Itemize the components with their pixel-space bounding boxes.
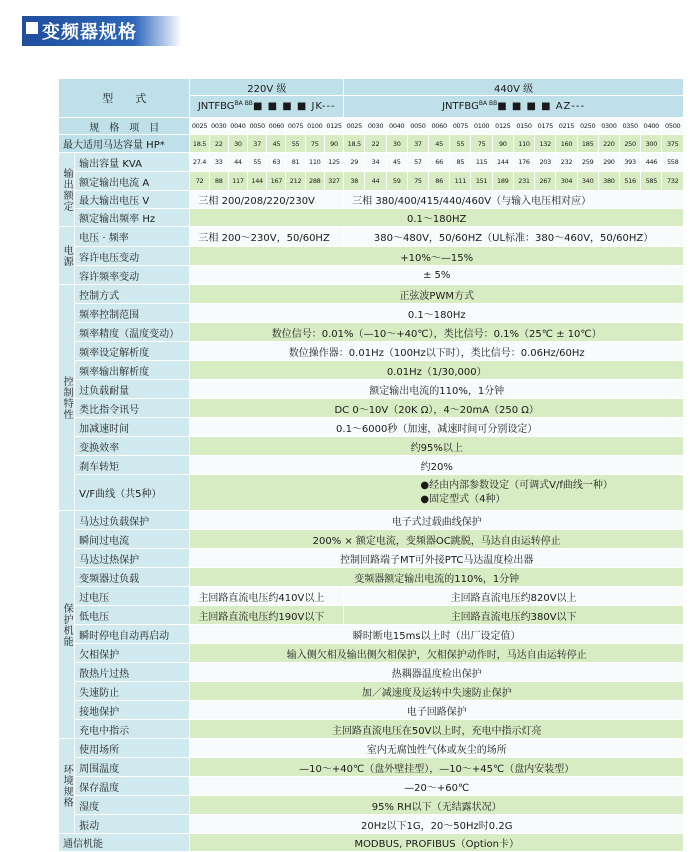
current-cell: 38 (344, 172, 365, 191)
hp-cell: 30 (386, 135, 407, 153)
hp-cell: 90 (492, 135, 513, 153)
protect-value: 输入侧欠相及输出侧欠相保护，欠相保护动作时，马达自由运转停止 (190, 644, 684, 663)
current-cell: 167 (267, 172, 286, 191)
protect-label: 瞬时停电自动再启动 (75, 625, 190, 644)
current-cell: 585 (641, 172, 662, 191)
spec-table (58, 78, 684, 852)
current-cell: 212 (286, 172, 305, 191)
kva-cell: 144 (492, 153, 513, 172)
current-cell: 88 (209, 172, 228, 191)
comm-value: MODBUS, PROFIBUS（Option卡） (190, 834, 684, 852)
protect-value: 变频器额定输出电流的110%，1分钟 (190, 568, 684, 587)
code-cell: 0300 (598, 118, 619, 135)
protect-label: 欠相保护 (75, 644, 190, 663)
hp-cell: 22 (365, 135, 386, 153)
hp-cell: 75 (471, 135, 492, 153)
current-cell: 340 (577, 172, 598, 191)
hp-cell: 90 (324, 135, 343, 153)
table-row (59, 266, 684, 285)
code-cell: 0075 (450, 118, 471, 135)
env-group-label: 环境规格 (59, 739, 75, 834)
freq-set-label: 频率设定解析度 (75, 342, 190, 361)
protect-label: 马达过热保护 (75, 549, 190, 568)
freq-acc-value: 数位信号：0.01%（—10～+40℃），类比信号：0.1%（25℃ ± 10℃） (190, 323, 684, 342)
hp-cell: 37 (248, 135, 267, 153)
kva-cell: 290 (598, 153, 619, 172)
protect-value: 加／减速度及运转中失速防止保护 (190, 682, 684, 701)
kva-label: 输出容量 KVA (75, 153, 190, 172)
vf-440: 380～480V，50/60HZ（UL标准：380～460V，50/60HZ） (344, 227, 684, 247)
code-cell: 0500 (662, 118, 684, 135)
table-row (59, 511, 684, 530)
protect-label: 接地保护 (75, 701, 190, 720)
env-value: —10～+40℃（盘外壁挂型），—10～+45℃（盘内安装型） (190, 758, 684, 777)
hp-cell: 18.5 (344, 135, 365, 153)
model440: JNTFBGBA BB■ ■ ■ ■ AZ--- (344, 96, 684, 118)
hp-cell: 18.5 (190, 135, 209, 153)
current-cell: 144 (248, 172, 267, 191)
protect-label: 马达过负载保护 (75, 511, 190, 530)
kva-cell: 34 (365, 153, 386, 172)
hp-cell: 55 (450, 135, 471, 153)
protect-label: 变频器过负载 (75, 568, 190, 587)
table-row (59, 777, 684, 796)
env-label: 振动 (75, 815, 190, 834)
kva-cell: 393 (620, 153, 641, 172)
table-row (59, 758, 684, 777)
code-cell: 0030 (365, 118, 386, 135)
overload-value: 额定输出电流的110%，1分钟 (190, 380, 684, 399)
table-row (59, 549, 684, 568)
kva-cell: 45 (386, 153, 407, 172)
code-cell: 0060 (429, 118, 450, 135)
env-label: 保存温度 (75, 777, 190, 796)
code-cell: 0100 (471, 118, 492, 135)
kva-cell: 81 (286, 153, 305, 172)
protect-value: 控制回路端子MT可外接PTC马达温度检出器 (190, 549, 684, 568)
env-value: 20Hz以下1G，20～50Hz时0.2G (190, 815, 684, 834)
env-label: 周围温度 (75, 758, 190, 777)
table-row (59, 418, 684, 437)
kva-cell: 125 (324, 153, 343, 172)
table-row (59, 815, 684, 834)
kva-cell: 176 (513, 153, 534, 172)
kva-cell: 29 (344, 153, 365, 172)
code-cell: 0040 (228, 118, 247, 135)
current-cell: 72 (190, 172, 209, 191)
spec-item-label: 规 格 项 目 (59, 118, 190, 135)
hp-label: 最大适用马达容量 HP* (59, 135, 190, 153)
table-row (59, 342, 684, 361)
tol-freq-label: 容许频率变动 (75, 266, 190, 285)
kva-cell: 110 (305, 153, 324, 172)
tol-voltage-value: +10%～—15% (190, 247, 684, 266)
table-row (59, 644, 684, 663)
protect-value: 热耦器温度检出保护 (190, 663, 684, 682)
kva-cell: 57 (407, 153, 428, 172)
accel-label: 加减速时间 (75, 418, 190, 437)
code-cell: 0250 (577, 118, 598, 135)
freq-label: 额定输出频率 Hz (75, 209, 190, 227)
current-cell: 288 (305, 172, 324, 191)
kva-cell: 115 (471, 153, 492, 172)
protect-value: 电子式过载曲线保护 (190, 511, 684, 530)
efficiency-label: 变换效率 (75, 437, 190, 456)
table-row (59, 456, 684, 475)
overload-label: 过负载耐量 (75, 380, 190, 399)
table-row (59, 587, 684, 606)
current-cell: 231 (513, 172, 534, 191)
table-row (59, 475, 684, 511)
code-cell: 0040 (386, 118, 407, 135)
protect-value: 主回路直流电压在50V以上时，充电中指示灯亮 (190, 720, 684, 739)
current-cell: 86 (429, 172, 450, 191)
tol-voltage-label: 容许电压变动 (75, 247, 190, 266)
current-cell: 327 (324, 172, 343, 191)
kva-cell: 55 (248, 153, 267, 172)
vf-curve-option: ●经由内部参数设定（可调式V/f曲线一种） (420, 479, 613, 491)
table-row (59, 247, 684, 266)
env-value: 室内无腐蚀性气体或灰尘的场所 (190, 739, 684, 758)
code-cell: 0215 (556, 118, 577, 135)
protect-label: 散热片过热 (75, 663, 190, 682)
v440-header: 440V 级 (344, 79, 684, 96)
table-row (59, 209, 684, 227)
freq-out-value: 0.01Hz（1/30,000） (190, 361, 684, 380)
comm-label: 通信机能 (59, 834, 190, 852)
code-cell: 0125 (492, 118, 513, 135)
env-value: —20～+60℃ (190, 777, 684, 796)
current-cell: 304 (556, 172, 577, 191)
table-row (59, 606, 684, 625)
hp-cell: 37 (407, 135, 428, 153)
current-cell: 111 (450, 172, 471, 191)
ctrl-method-value: 正弦波PWM方式 (190, 285, 684, 304)
kva-cell: 27.4 (190, 153, 209, 172)
kva-cell: 558 (662, 153, 684, 172)
current-cell: 267 (535, 172, 556, 191)
env-label: 湿度 (75, 796, 190, 815)
current-label: 额定输出电流 A (75, 172, 190, 191)
code-cell: 0030 (209, 118, 228, 135)
freq-value: 0.1～180HZ (190, 209, 684, 227)
kva-cell: 259 (577, 153, 598, 172)
overvoltage-220: 主回路直流电压约410V以上 (190, 587, 344, 606)
hp-cell: 22 (209, 135, 228, 153)
table-row (59, 625, 684, 644)
output-group-label: 输出额定 (59, 153, 75, 227)
accel-value: 0.1～6000秒（加速，减速时间可分别设定） (190, 418, 684, 437)
table-row (59, 530, 684, 549)
table-row (59, 191, 684, 209)
vf-curve-option: ●固定型式（4种） (420, 493, 506, 505)
hp-cell: 75 (305, 135, 324, 153)
protect-group-label: 保护机能 (59, 511, 75, 739)
vf-label: 电压 · 频率 (75, 227, 190, 247)
code-cell: 0060 (267, 118, 286, 135)
current-cell: 189 (492, 172, 513, 191)
kva-cell: 33 (209, 153, 228, 172)
power-group-label: 电源 (59, 227, 75, 285)
max-voltage-440: 三相 380/400/415/440/460V（与输入电压相对应） (344, 191, 684, 209)
table-row (59, 227, 684, 247)
env-label: 使用场所 (75, 739, 190, 758)
table-row (59, 79, 684, 96)
vf-curve-value (190, 475, 684, 511)
current-cell: 59 (386, 172, 407, 191)
model220: JNTFBGBA BB■ ■ ■ ■ JK--- (190, 96, 344, 118)
code-cell: 0050 (407, 118, 428, 135)
table-row (59, 437, 684, 456)
kva-cell: 203 (535, 153, 556, 172)
current-cell: 117 (228, 172, 247, 191)
table-row (59, 834, 684, 852)
kva-cell: 63 (267, 153, 286, 172)
kva-cell: 44 (228, 153, 247, 172)
code-cell: 0125 (324, 118, 343, 135)
overvoltage-440: 主回路直流电压约820V以上 (344, 587, 684, 606)
current-cell: 516 (620, 172, 641, 191)
hp-cell: 30 (228, 135, 247, 153)
protect-label: 充电中指示 (75, 720, 190, 739)
freq-out-label: 频率输出解析度 (75, 361, 190, 380)
current-cell: 75 (407, 172, 428, 191)
current-cell: 732 (662, 172, 684, 191)
code-cell: 0075 (286, 118, 305, 135)
max-voltage-220: 三相 200/208/220/230V (190, 191, 344, 209)
hp-cell: 185 (577, 135, 598, 153)
table-row (59, 135, 684, 153)
table-row (59, 663, 684, 682)
freq-acc-label: 频率精度（温度变动） (75, 323, 190, 342)
protect-label: 失速防止 (75, 682, 190, 701)
section-header (0, 14, 700, 48)
brake-value: 约20% (190, 456, 684, 475)
undervoltage-220: 主回路直流电压约190V以下 (190, 606, 344, 625)
analog-value: DC 0～10V（20K Ω），4～20mA（250 Ω） (190, 399, 684, 418)
code-cell: 0350 (620, 118, 641, 135)
table-row (59, 285, 684, 304)
current-cell: 380 (598, 172, 619, 191)
table-row (59, 568, 684, 587)
code-cell: 0150 (513, 118, 534, 135)
type-label: 型 式 (59, 79, 190, 118)
vf-220: 三相 200～230V，50/60HZ (190, 227, 344, 247)
protect-value: 200% × 额定电流，变频器OC跳脱，马达自由运转停止 (190, 530, 684, 549)
hp-cell: 45 (429, 135, 450, 153)
hp-cell: 55 (286, 135, 305, 153)
current-cell: 151 (471, 172, 492, 191)
protect-label: 瞬间过电流 (75, 530, 190, 549)
ctrl-method-label: 控制方式 (75, 285, 190, 304)
max-voltage-label: 最大输出电压 V (75, 191, 190, 209)
hp-cell: 375 (662, 135, 684, 153)
table-row (59, 682, 684, 701)
table-row (59, 399, 684, 418)
table-row (59, 304, 684, 323)
table-row (59, 796, 684, 815)
hp-cell: 220 (598, 135, 619, 153)
tol-freq-value: ± 5% (190, 266, 684, 285)
hp-cell: 45 (267, 135, 286, 153)
hp-cell: 160 (556, 135, 577, 153)
hp-cell: 250 (620, 135, 641, 153)
code-cell: 0100 (305, 118, 324, 135)
table-row (59, 739, 684, 758)
hp-cell: 300 (641, 135, 662, 153)
analog-label: 类比指令讯号 (75, 399, 190, 418)
table-row (59, 720, 684, 739)
hp-cell: 110 (513, 135, 534, 153)
header-square-icon (26, 22, 38, 34)
table-row (59, 361, 684, 380)
freq-range-label: 频率控制范围 (75, 304, 190, 323)
table-row (59, 153, 684, 172)
vf-curve-label: V/F曲线（共5种） (75, 475, 190, 511)
table-row (59, 701, 684, 720)
code-cell: 0025 (344, 118, 365, 135)
table-row (59, 380, 684, 399)
code-cell: 0025 (190, 118, 209, 135)
undervoltage-440: 主回路直流电压约380V以下 (344, 606, 684, 625)
v220-header: 220V 级 (190, 79, 344, 96)
kva-cell: 446 (641, 153, 662, 172)
hp-cell: 132 (535, 135, 556, 153)
protect-value: 瞬时断电15ms以上时（出厂设定值） (190, 625, 684, 644)
kva-cell: 232 (556, 153, 577, 172)
code-cell: 0400 (641, 118, 662, 135)
brake-label: 刹车转矩 (75, 456, 190, 475)
kva-cell: 85 (450, 153, 471, 172)
freq-set-value: 数位操作器：0.01Hz（100Hz以下时），类比信号：0.06Hz/60Hz (190, 342, 684, 361)
protect-label: 过电压 (75, 587, 190, 606)
header-title: 变频器规格 (42, 22, 137, 43)
env-value: 95% RH以下（无结露状况） (190, 796, 684, 815)
current-cell: 44 (365, 172, 386, 191)
code-cell: 0175 (535, 118, 556, 135)
kva-cell: 66 (429, 153, 450, 172)
freq-range-value: 0.1～180Hz (190, 304, 684, 323)
protect-value: 电子回路保护 (190, 701, 684, 720)
code-cell: 0050 (248, 118, 267, 135)
table-row (59, 323, 684, 342)
efficiency-value: 约95%以上 (190, 437, 684, 456)
control-group-label: 控制特性 (59, 285, 75, 511)
protect-label: 低电压 (75, 606, 190, 625)
table-row (59, 118, 684, 135)
table-row (59, 172, 684, 191)
